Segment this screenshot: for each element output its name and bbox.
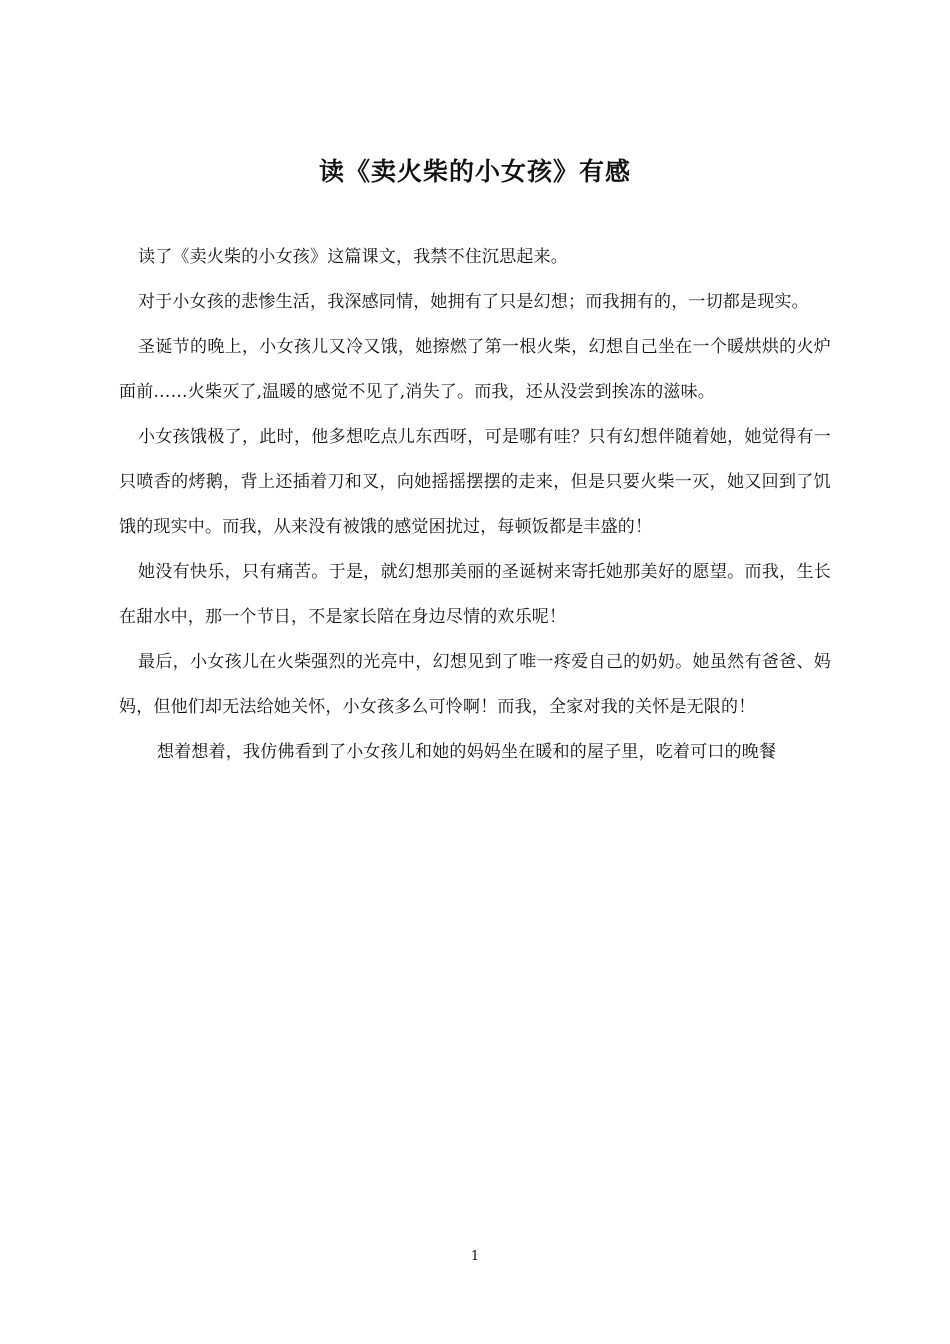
- paragraph-2: 对于小女孩的悲惨生活，我深感同情，她拥有了只是幻想；而我拥有的，一切都是现实。: [138, 292, 809, 312]
- paragraph-7: 想着想着，我仿佛看到了小女孩儿和她的妈妈坐在暖和的屋子里，吃着可口的晚餐: [157, 742, 777, 762]
- page-number: 1: [470, 1249, 480, 1264]
- paragraph-4: 小女孩饿极了，此时，他多想吃点儿东西呀，可是哪有哇？只有幻想伴随着她，她觉得有一只喷香的烤鹅，背上还插着刀和叉，向她摇摇摆摆的走来，但是只要火柴一灭，她又回到了饥饿的现实中。而我，从来没有被饿的感觉困扰过，每顿饭都是丰盛的！: [119, 427, 831, 537]
- document-title: 读《卖火柴的小女孩》有感: [318, 157, 631, 186]
- document-body: [119, 235, 831, 775]
- paragraph-6: 最后，小女孩儿在火柴强烈的光亮中，幻想见到了唯一疼爱自己的奶奶。她虽然有爸爸、妈妈，但他们却无法给她关怀，小女孩多么可怜啊！而我，全家对我的关怀是无限的！: [119, 652, 831, 717]
- paragraph-5: 她没有快乐，只有痛苦。于是，就幻想那美丽的圣诞树来寄托她那美好的愿望。而我，生长在甜水中，那一个节日，不是家长陪在身边尽情的欢乐呢！: [119, 562, 831, 627]
- paragraph-3: 圣诞节的晚上，小女孩儿又冷又饿，她擦燃了第一根火柴，幻想自己坐在一个暖烘烘的火炉面前……火柴灭了,温暖的感觉不见了,消失了。而我，还从没尝到挨冻的滋味。: [119, 337, 831, 402]
- paragraph-1: 读了《卖火柴的小女孩》这篇课文，我禁不住沉思起来。: [138, 247, 568, 267]
